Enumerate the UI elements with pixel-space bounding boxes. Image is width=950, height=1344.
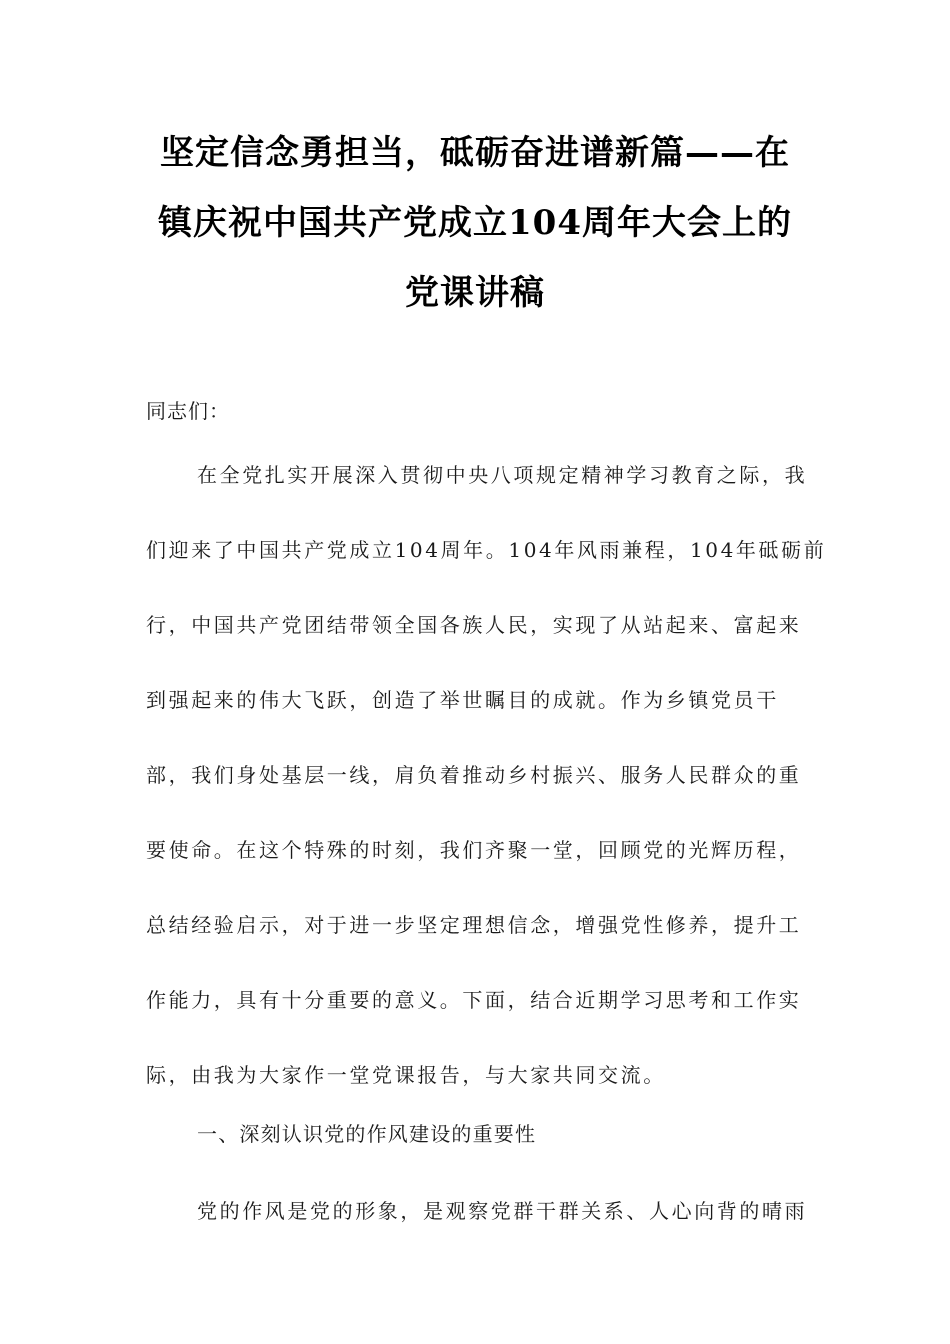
document-title (146, 118, 804, 328)
paragraph-line: 总结经验启示，对于进一步坚定理想信念，增强党性修养，提升工 (146, 913, 802, 937)
title-line-3: 党课讲稿 (405, 273, 545, 313)
paragraph-line: 们迎来了中国共产党成立104周年。104年风雨兼程，104年砥砺前 (146, 538, 827, 562)
section-heading-1: 一、深刻认识党的作风建设的重要性 (197, 1122, 537, 1146)
title-line-1: 坚定信念勇担当，砥砺奋进谱新篇——在 (160, 133, 790, 173)
paragraph-line: 作能力，具有十分重要的意义。下面，结合近期学习思考和工作实 (146, 988, 802, 1012)
paragraph-line: 在全党扎实开展深入贯彻中央八项规定精神学习教育之际，我 (197, 463, 808, 487)
paragraph-intro (146, 438, 827, 1113)
salutation: 同志们： (146, 399, 230, 423)
paragraph-line: 行，中国共产党团结带领全国各族人民，实现了从站起来、富起来 (146, 613, 802, 637)
paragraph-line: 部，我们身处基层一线，肩负着推动乡村振兴、服务人民群众的重 (146, 763, 802, 787)
title-line-2: 镇庆祝中国共产党成立104周年大会上的 (158, 203, 792, 243)
paragraph-line: 际，由我为大家作一堂党课报告，与大家共同交流。 (146, 1063, 666, 1087)
paragraph-line: 党的作风是党的形象，是观察党群干群关系、人心向背的晴雨 (197, 1199, 808, 1223)
paragraph-line: 到强起来的伟大飞跃，创造了举世瞩目的成就。作为乡镇党员干 (146, 688, 779, 712)
paragraph-section-1 (146, 1174, 806, 1249)
paragraph-line: 要使命。在这个特殊的时刻，我们齐聚一堂，回顾党的光辉历程， (146, 838, 802, 862)
